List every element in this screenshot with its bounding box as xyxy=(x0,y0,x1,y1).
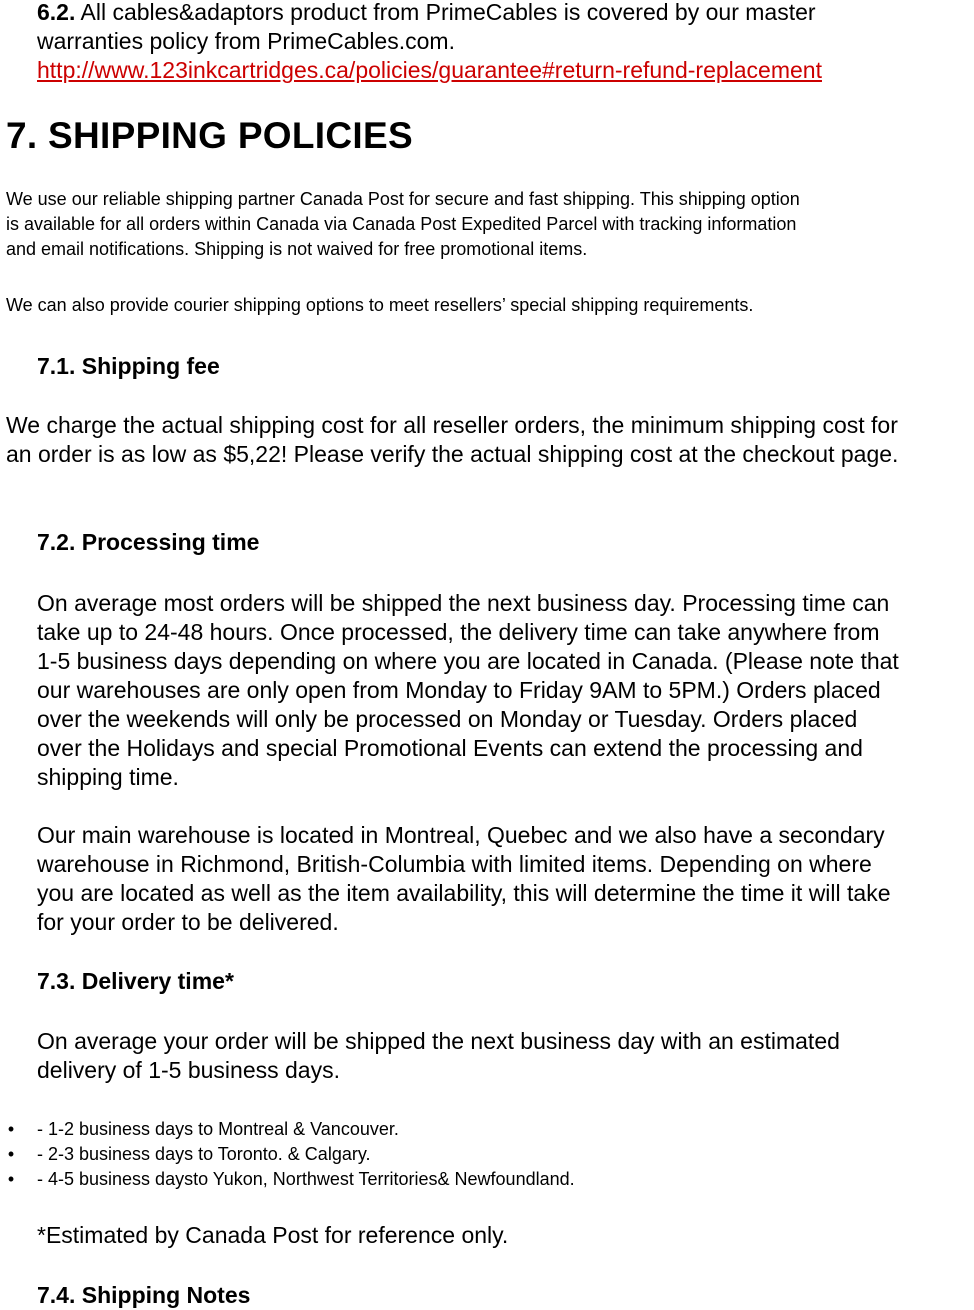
delivery-estimate-item xyxy=(0,1167,974,1192)
shipping-fee-line: We charge the actual shipping cost for all reseller orders, the minimum shipping cost for xyxy=(6,412,898,438)
processing-line: our warehouses are only open from Monday to Friday 9AM to 5PM.) Orders placed xyxy=(37,677,881,703)
delivery-estimate-text: - 1-2 business days to Montreal & Vancouver. xyxy=(37,1119,399,1139)
processing-time-heading: 7.2. Processing time xyxy=(37,529,260,555)
warranty-text: All cables&adaptors product from PrimeCables is covered by our master xyxy=(80,0,816,25)
delivery-line: delivery of 1-5 business days. xyxy=(37,1057,340,1083)
delivery-time-heading: 7.3. Delivery time* xyxy=(37,968,234,994)
delivery-estimate-item xyxy=(0,1142,974,1167)
warehouse-line: you are located as well as the item availability, this will determine the time it will take xyxy=(37,880,891,906)
processing-line: On average most orders will be shipped the next business day. Processing time can xyxy=(37,590,890,616)
shipping-intro-paragraph xyxy=(6,187,974,262)
shipping-intro-line: and email notifications. Shipping is not waived for free promotional items. xyxy=(6,239,588,259)
delivery-estimate-item xyxy=(0,1117,974,1142)
shipping-policies-heading: 7. SHIPPING POLICIES xyxy=(6,115,413,156)
shipping-fee-heading: 7.1. Shipping fee xyxy=(37,353,220,379)
courier-paragraph: We can also provide courier shipping options to meet resellers’ special shipping requirements. xyxy=(6,295,754,315)
bullet-icon: • xyxy=(7,1119,15,1139)
processing-line: 1-5 business days depending on where you are located in Canada. (Please note that xyxy=(37,648,899,674)
warranty-number: 6.2. xyxy=(37,0,76,25)
delivery-estimate-text: - 4-5 business daysto Yukon, Northwest Territories& Newfoundland. xyxy=(37,1169,575,1189)
warehouse-line: for your order to be delivered. xyxy=(37,909,339,935)
delivery-estimate-text: - 2-3 business days to Toronto. & Calgary. xyxy=(37,1144,371,1164)
delivery-line: On average your order will be shipped the next business day with an estimated xyxy=(37,1028,840,1054)
shipping-intro-line: We use our reliable shipping partner Canada Post for secure and fast shipping. This shipping option xyxy=(6,189,800,209)
warehouse-line: warehouse in Richmond, British-Columbia with limited items. Depending on where xyxy=(37,851,872,877)
processing-time-paragraph xyxy=(37,589,974,792)
delivery-time-paragraph xyxy=(37,1027,974,1085)
shipping-fee-paragraph xyxy=(6,411,974,469)
warranty-policy-link[interactable]: http://www.123inkcartridges.ca/policies/guarantee#return-refund-replacement xyxy=(37,57,822,83)
estimate-note: *Estimated by Canada Post for reference only. xyxy=(37,1222,509,1248)
shipping-intro-line: is available for all orders within Canada via Canada Post Expedited Parcel with tracking information xyxy=(6,214,797,234)
bullet-icon: • xyxy=(7,1169,15,1189)
processing-line: take up to 24-48 hours. Once processed, the delivery time can take anywhere from xyxy=(37,619,880,645)
warehouse-paragraph xyxy=(37,821,974,937)
bullet-icon: • xyxy=(7,1144,15,1164)
processing-line: shipping time. xyxy=(37,764,179,790)
processing-line: over the weekends will only be processed on Monday or Tuesday. Orders placed xyxy=(37,706,858,732)
warranty-item xyxy=(37,0,974,85)
warranty-line-1 xyxy=(37,0,974,27)
warehouse-line: Our main warehouse is located in Montreal, Quebec and we also have a secondary xyxy=(37,822,885,848)
warranty-line-2: warranties policy from PrimeCables.com. xyxy=(37,28,455,54)
processing-line: over the Holidays and special Promotional Events can extend the processing and xyxy=(37,735,863,761)
shipping-notes-heading: 7.4. Shipping Notes xyxy=(37,1282,251,1308)
shipping-fee-line: an order is as low as $5,22! Please verify the actual shipping cost at the checkout page. xyxy=(6,441,899,467)
